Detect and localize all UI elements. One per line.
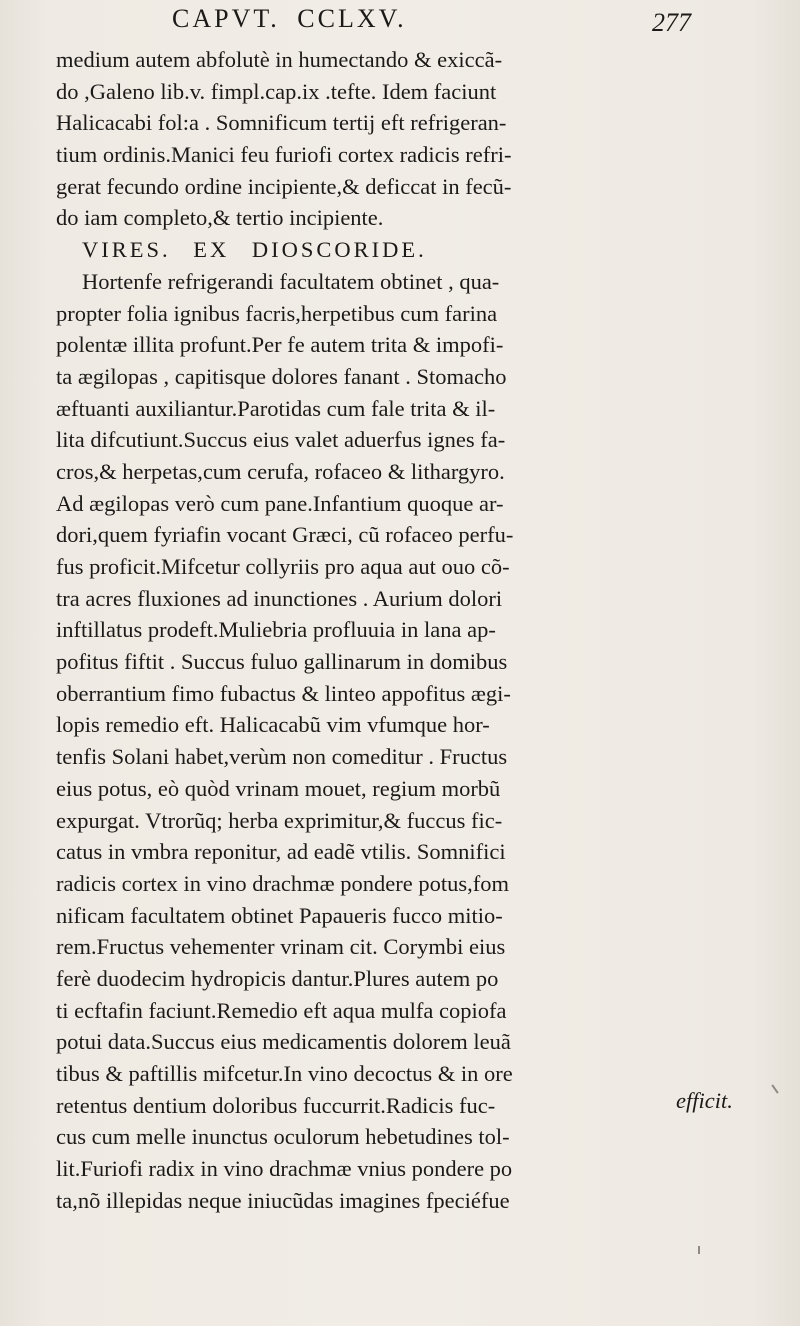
text-line: propter folia ignibus facris,herpetibus cum farina (56, 300, 498, 326)
text-line: polentæ illita profunt.Per fe autem trita & impofi- (56, 332, 504, 358)
text-line: tenfis Solani habet,verùm non comeditur . Fructus (56, 744, 508, 770)
text-line: catus in vmbra reponitur, ad eadẽ vtilis. Somnifici (56, 839, 506, 865)
page-number: 277 (652, 8, 691, 37)
text-line: tra acres fluxiones ad inunctiones . Aurium dolori (56, 585, 503, 611)
text-line: ta ægilopas , capitisque dolores fanant . Stomacho (56, 363, 507, 389)
text-line: ferè duodecim hydropicis dantur.Plures autem po (56, 965, 499, 991)
paper-mark (771, 1084, 778, 1093)
text-line: cus cum melle inunctus oculorum hebetudines tol- (56, 1124, 510, 1150)
text-line: tibus & paftillis mifcetur.In vino decoctus & in ore (56, 1061, 513, 1086)
catchword: efficit. (676, 1088, 733, 1113)
body-text (56, 44, 756, 1216)
text-line: lit.Furiofi radix in vino drachmæ vnius pondere po (56, 1156, 513, 1182)
text-line: lita difcutiunt.Succus eius valet aduerfus ignes fa- (56, 427, 506, 453)
text-line: ti ecftafin faciunt.Remedio eft aqua mulfa copiofa (56, 997, 507, 1023)
text-line: tium ordinis.Manici feu furiofi cortex radicis refri- (56, 142, 512, 168)
text-line: inftillatus prodeft.Muliebria profluuia in lana ap- (56, 617, 496, 643)
section-heading: VIRES. EX DIOSCORIDE. (82, 237, 427, 263)
text-line: expurgat. Vtrorũq; herba exprimitur,& fuccus fic- (56, 807, 503, 833)
text-line: ta,nõ illepidas neque iniucũdas imagines fpeciéfue (56, 1187, 510, 1213)
text-line: gerat fecundo ordine incipiente,& deficcat in fecũ- (56, 173, 512, 199)
text-line: lopis remedio eft. Halicacabũ vim vfumque hor- (56, 712, 490, 738)
text-line: retentus dentium doloribus fuccurrit.Radicis fuc- (56, 1092, 496, 1118)
text-line: medium autem abfolutè in humectando & exiccã- (56, 47, 503, 72)
running-title: CAPVT. CCLXV. (172, 4, 407, 33)
text-line: Hortenfe refrigerandi facultatem obtinet , qua- (82, 268, 500, 294)
text-line: dori,quem fyriafin vocant Græci, cũ rofaceo perfu- (56, 522, 514, 548)
page-header (172, 4, 772, 38)
text-line: rem.Fructus vehementer vrinam cit. Corymbi eius (56, 934, 506, 960)
text-line: Halicacabi fol:a . Somnificum tertij eft refrigeran- (56, 110, 507, 136)
text-line: pofitus fiftit . Succus fuluo gallinarum in domibus (56, 649, 508, 675)
text-line: Ad ægilopas verò cum pane.Infantium quoque ar- (56, 490, 504, 516)
text-line: oberrantium fimo fubactus & linteo appofitus ægi- (56, 680, 511, 706)
paper-mark (698, 1246, 700, 1254)
text-line: cros,& herpetas,cum cerufa, rofaceo & lithargyro. (56, 458, 505, 484)
text-line: fus proficit.Mifcetur collyriis pro aqua aut ouo cõ- (56, 554, 510, 579)
text-line: æftuanti auxiliantur.Parotidas cum fale trita & il- (56, 395, 496, 421)
text-line: nificam facultatem obtinet Papaueris fucco mitio- (56, 902, 503, 928)
text-line: potui data.Succus eius medicamentis dolorem leuã (56, 1029, 511, 1055)
text-line: radicis cortex in vino drachmæ pondere potus,fom (56, 870, 510, 896)
text-line: eius potus, eò quòd vrinam mouet, regium morbũ (56, 775, 501, 801)
text-line: do iam completo,& tertio incipiente. (56, 205, 384, 231)
text-line: do ,Galeno lib.v. fimpl.cap.ix .tefte. Idem faciunt (56, 78, 497, 104)
